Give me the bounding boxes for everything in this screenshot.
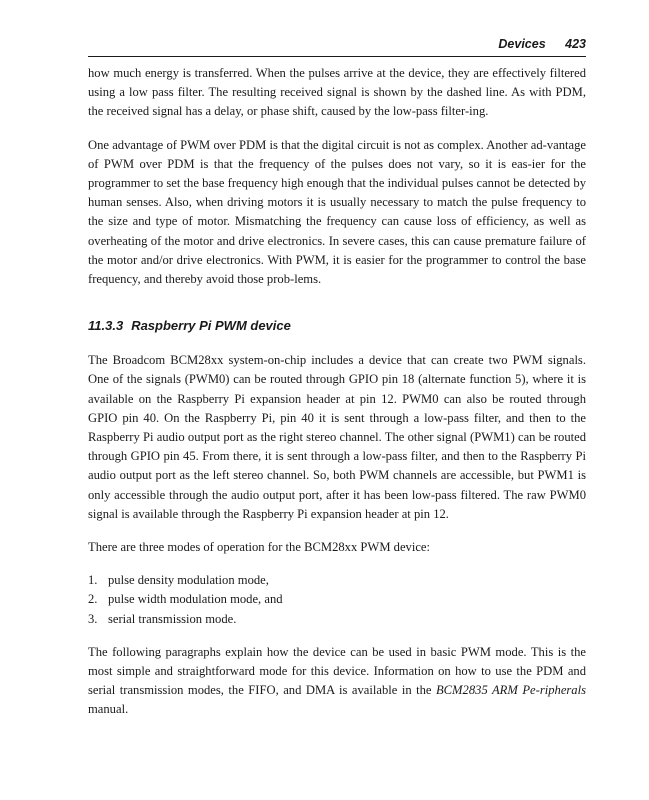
paragraph-text: The following paragraphs explain how the device can be used in basic PWM mode. This is the most simple and straightforward mode for this device. Information on how to use the PDM and serial transmission modes, the FIFO, and DMA is available in the	[88, 644, 586, 698]
list-item	[88, 590, 586, 609]
manual-reference: BCM2835 ARM Pe-ripherals	[435, 683, 587, 698]
list-item-text: serial transmission mode.	[108, 611, 237, 626]
running-header-title: Devices	[498, 37, 546, 51]
list-item-number: 2.	[88, 592, 98, 607]
list-item	[88, 610, 586, 629]
list-item-text: pulse width modulation mode, and	[108, 592, 283, 607]
paragraph: The Broadcom BCM28xx system-on-chip includes a device that can create two PWM signals. One of the signals (PWM0) can be routed through GPIO pin 18 (alternate function 5), where it is available on the Raspberry Pi expansion header at pin 12. PWM0 can also be routed through GPIO pin 40. On the Raspberry Pi, pin 40 it is sent through a low-pass filter, and then to the Raspberry Pi audio output port as the right stereo channel. The other signal (PWM1) can be routed through GPIO pin 45. From there, it is sent through a low-pass filter, and then to the Raspberry Pi audio output port as the left stereo channel. So, both PWM channels are accessible, but PWM1 is only accessible through the audio output port, after it has been low-pass filtered. The raw PWM0 signal is available through the Raspberry Pi expansion header at pin 12.	[88, 353, 586, 521]
page-number: 423	[565, 37, 586, 51]
list-item-number: 1.	[88, 573, 98, 588]
paragraph: There are three modes of operation for the BCM28xx PWM device:	[88, 540, 431, 555]
paragraph: how much energy is transferred. When the pulses arrive at the device, they are effectively filtered using a low pass filter. The resulting received signal is shown by the dashed line. As with PDM, the received signal has a delay, or phase shift, caused by the low-pass filter-ing.	[88, 66, 586, 119]
paragraph	[88, 643, 586, 720]
list-item-text: pulse density modulation mode,	[108, 573, 269, 588]
running-header	[88, 37, 586, 57]
page-body	[88, 64, 586, 734]
paragraph-text: manual.	[88, 702, 129, 717]
section-number: 11.3.3	[88, 318, 124, 334]
list-item-number: 3.	[88, 611, 98, 626]
section-heading	[88, 315, 586, 337]
modes-list	[88, 571, 586, 629]
paragraph: One advantage of PWM over PDM is that the digital circuit is not as complex. Another ad-vantage of PWM over PDM is that the frequency of the pulses does not vary, so it is eas-ier for the programmer to set the base frequency high enough that the individual pulses cannot be detected by human senses. Also, when driving motors it is usually necessary to match the pulse frequency to the size and type of motor. Mismatching the frequency can cause loss of efficiency, as well as overheating of the motor and drive electronics. In severe cases, this can cause premature failure of the motor and/or drive electronics. With PWM, it is easier for the programmer to control the base frequency, and thereby avoid those prob-lems.	[88, 137, 586, 287]
list-item	[88, 571, 586, 590]
section-title: Raspberry Pi PWM device	[131, 318, 291, 334]
